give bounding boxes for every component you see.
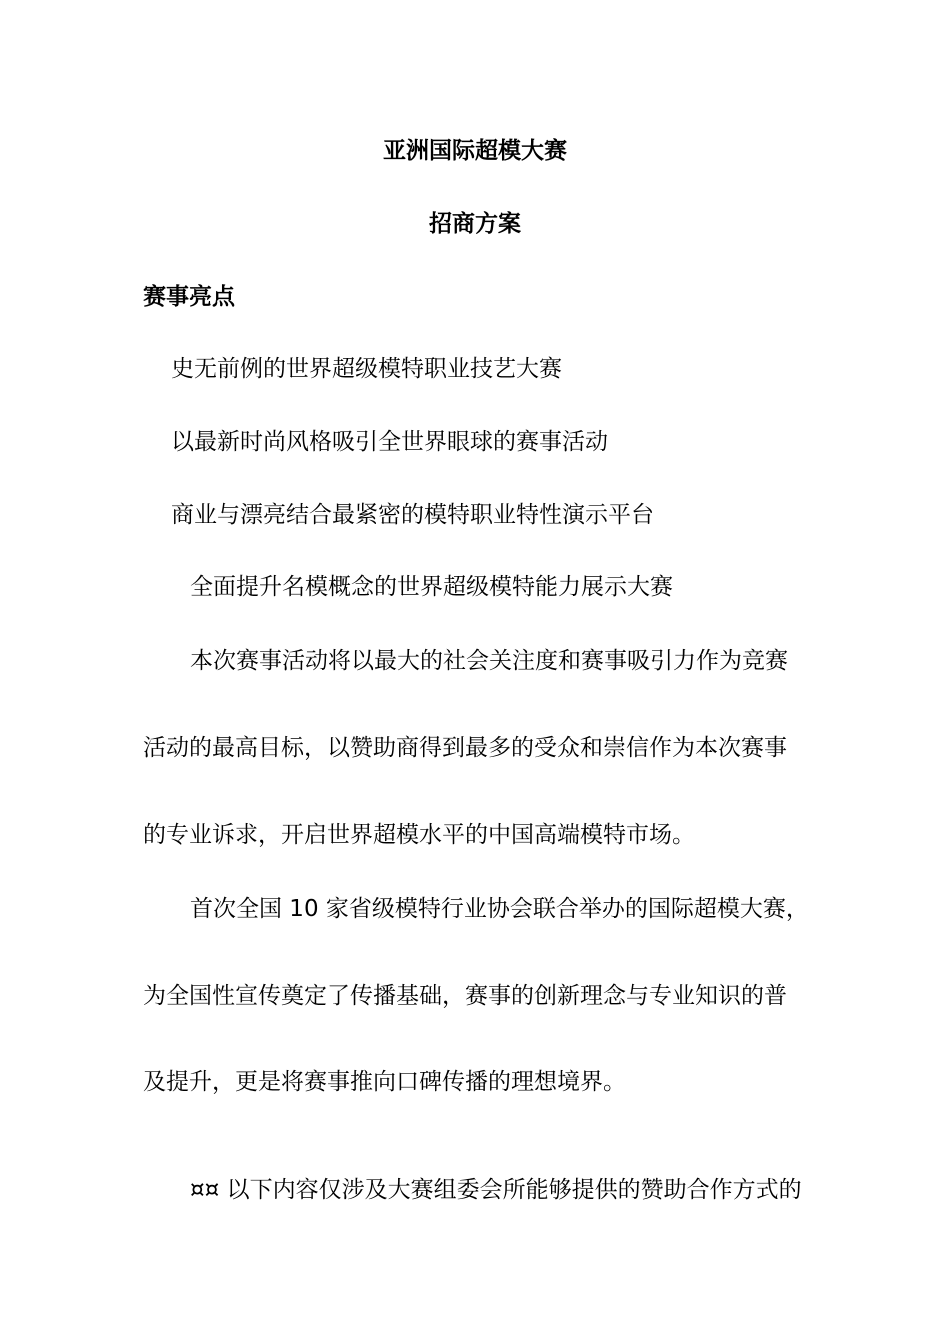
paragraph-line: 的专业诉求，开启世界超模水平的中国高端模特市场。: [143, 822, 695, 848]
note-line: ¤¤ 以下内容仅涉及大赛组委会所能够提供的赞助合作方式的: [190, 1177, 802, 1203]
document-title: 亚洲国际超模大赛: [383, 138, 567, 164]
paragraph-line: 本次赛事活动将以最大的社会关注度和赛事吸引力作为竞赛: [190, 648, 788, 674]
highlight-line: 商业与漂亮结合最紧密的模特职业特性演示平台: [171, 502, 654, 528]
paragraph-line: 活动的最高目标，以赞助商得到最多的受众和崇信作为本次赛事: [143, 735, 787, 761]
highlight-line: 以最新时尚风格吸引全世界眼球的赛事活动: [171, 429, 608, 455]
document-subtitle: 招商方案: [429, 211, 521, 237]
highlight-line: 史无前例的世界超级模特职业技艺大赛: [171, 356, 562, 382]
section-heading: 赛事亮点: [143, 284, 235, 310]
paragraph-line: 及提升，更是将赛事推向口碑传播的理想境界。: [143, 1069, 626, 1095]
highlight-line: 全面提升名模概念的世界超级模特能力展示大赛: [190, 574, 673, 600]
paragraph-line: 为全国性宣传奠定了传播基础，赛事的创新理念与专业知识的普: [143, 983, 787, 1009]
paragraph-line: 首次全国 10 家省级模特行业协会联合举办的国际超模大赛，: [190, 896, 809, 922]
